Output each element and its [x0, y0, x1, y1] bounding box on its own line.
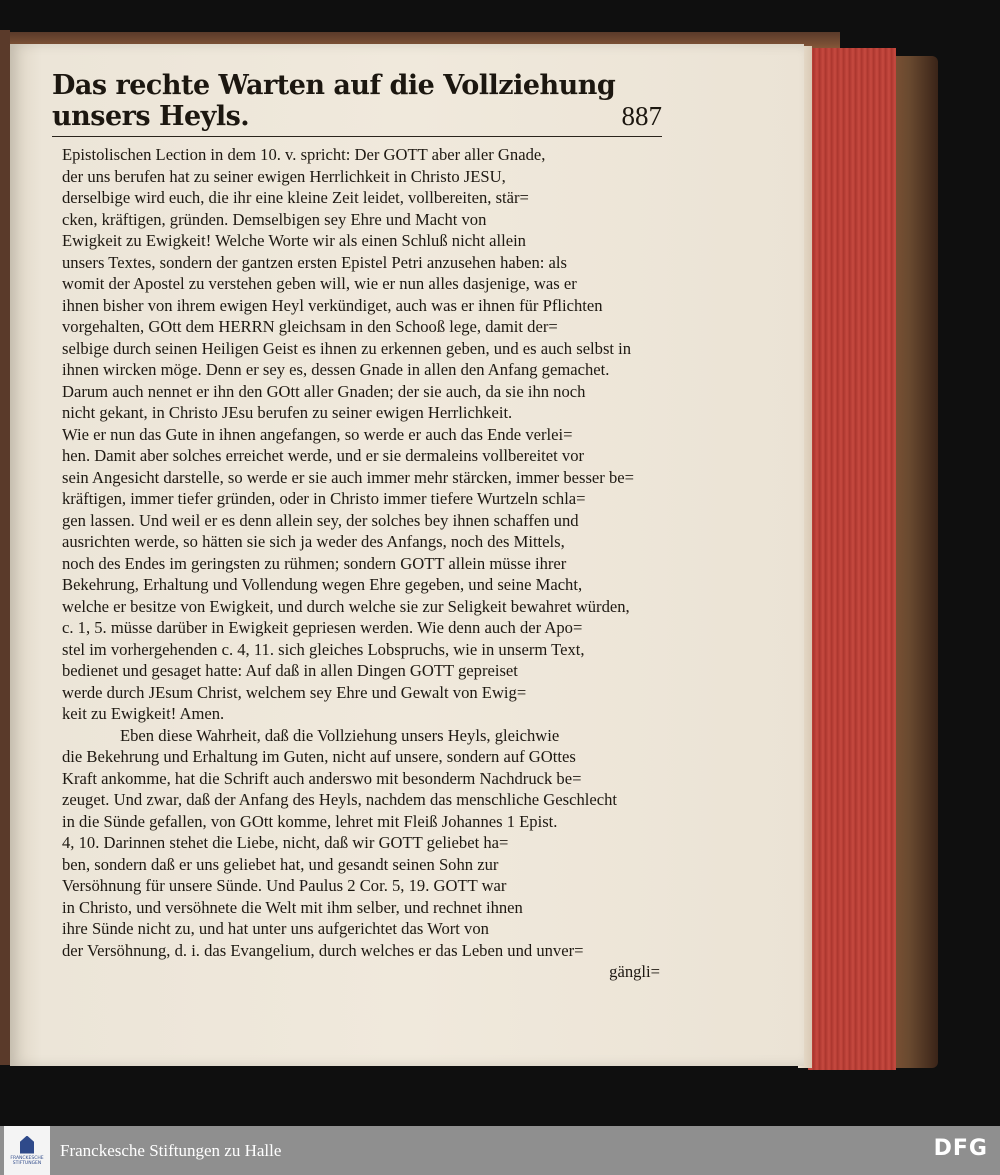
text-line: der uns berufen hat zu seiner ewigen Herrlichkeit in Christo JESU, — [62, 166, 506, 186]
text-line: selbige durch seinen Heiligen Geist es ihnen zu erkennen geben, und es auch selbst in — [62, 338, 632, 358]
book-binding — [0, 30, 10, 1065]
text-line: die Bekehrung und Erhaltung im Guten, nicht auf unsere, sondern auf GOttes — [62, 747, 576, 766]
text-line: in Christo, und versöhnete die Welt mit ihm selber, und rechnet ihnen — [62, 897, 523, 917]
page-edges-red — [808, 48, 896, 1070]
institution-name: Franckesche Stiftungen zu Halle — [60, 1140, 282, 1160]
text-line: werde durch JEsum Christ, welchem sey Ehre und Gewalt von Ewig= — [62, 682, 527, 702]
text-line: unsers Textes, sondern der gantzen ersten Epistel Petri anzusehen haben: als — [62, 252, 567, 272]
text-line: womit der Apostel zu verstehen geben will, wie er nun alles dasjenige, was er — [62, 274, 577, 293]
text-line: c. 1, 5. müsse darüber in Ewigkeit gepriesen werden. Wie denn auch der Apo= — [62, 618, 583, 637]
franckesche-logo[interactable] — [4, 1126, 50, 1175]
building-icon — [20, 1136, 34, 1154]
page-body — [62, 144, 660, 983]
text-line: zeuget. Und zwar, daß der Anfang des Heyls, nachdem das menschliche Geschlecht — [62, 790, 618, 809]
text-line: vorgehalten, GOtt dem HERRN gleichsam in den Schooß lege, damit der= — [62, 317, 558, 336]
text-line: hen. Damit aber solches erreichet werde, und er sie dermaleins vollbereitet vor — [62, 446, 585, 465]
text-line: nicht gekant, in Christo JEsu berufen zu seiner ewigen Herrlichkeit. — [62, 403, 513, 422]
text-line: 4, 10. Darinnen stehet die Liebe, nicht, daß wir GOTT geliebet ha= — [62, 833, 509, 852]
text-line: bedienet und gesaget hatte: Auf daß in allen Dingen GOTT gepreiset — [62, 661, 518, 680]
text-line: cken, kräftigen, gründen. Demselbigen sey Ehre und Macht von — [62, 209, 487, 229]
text-line: Kraft ankomme, hat die Schrift auch anderswo mit besonderm Nachdruck be= — [62, 768, 582, 788]
text-line: keit zu Ewigkeit! Amen. — [62, 704, 225, 723]
text-line: stel im vorhergehenden c. 4, 11. sich gleiches Lobspruchs, wie in unserm Text, — [62, 639, 585, 659]
text-line: Wie er nun das Gute in ihnen angefangen, so werde er auch das Ende verlei= — [62, 424, 573, 444]
text-line: Epistolischen Lection in dem 10. v. spricht: Der GOTT aber aller Gnade, — [62, 145, 546, 164]
text-line: ausrichten werde, so hätten sie sich ja weder des Anfangs, noch des Mittels, — [62, 532, 565, 551]
logo-caption: FRANCKESCHE STIFTUNGEN — [10, 1155, 44, 1166]
footer-bar — [0, 1126, 1000, 1175]
catchword: gängli= — [609, 962, 660, 981]
text-line: ben, sondern daß er uns geliebet hat, und gesandt seinen Sohn zur — [62, 854, 499, 874]
page-number: 887 — [621, 101, 662, 131]
text-line: welche er besitze von Ewigkeit, und durch welche sie zur Seligkeit bewahret würden, — [62, 596, 630, 616]
text-line: ihre Sünde nicht zu, und hat unter uns aufgerichtet das Wort von — [62, 919, 489, 938]
text-line: Ewigkeit zu Ewigkeit! Welche Worte wir als einen Schluß nicht allein — [62, 231, 526, 250]
text-line: kräftigen, immer tiefer gründen, oder in Christo immer tiefere Wurtzeln schla= — [62, 489, 586, 508]
text-line: in die Sünde gefallen, von GOtt komme, lehret mit Fleiß Johannes 1 Epist. — [62, 811, 558, 831]
page-header — [52, 62, 662, 137]
text-line: Versöhnung für unsere Sünde. Und Paulus 2 Cor. 5, 19. GOTT war — [62, 876, 507, 895]
running-head: Das rechte Warten auf die Vollziehung unsers Heyls. — [52, 70, 616, 132]
text-line: derselbige wird euch, die ihr eine kleine Zeit leidet, vollbereiten, stär= — [62, 188, 529, 207]
dfg-logo[interactable]: DFG — [933, 1136, 988, 1161]
text-line: der Versöhnung, d. i. das Evangelium, durch welches er das Leben und unver= — [62, 940, 584, 960]
text-line: noch des Endes im geringsten zu rühmen; sondern GOTT allein müsse ihrer — [62, 553, 567, 573]
text-line: ihnen wircken möge. Denn er sey es, dessen Gnade in allen den Anfang gemachet. — [62, 360, 610, 379]
text-line: Eben diese Wahrheit, daß die Vollziehung unsers Heyls, gleichwie — [120, 725, 560, 745]
text-line: sein Angesicht darstelle, so werde er sie auch immer mehr stärcken, immer besser be= — [62, 467, 634, 487]
text-line: Bekehrung, Erhaltung und Vollendung wegen Ehre gegeben, und seine Macht, — [62, 575, 583, 594]
text-line: Darum auch nennet er ihn den GOtt aller Gnaden; der sie auch, da sie ihn noch — [62, 381, 586, 401]
text-line: gen lassen. Und weil er es denn allein sey, der solches bey ihnen schaffen und — [62, 510, 579, 530]
text-line: ihnen bisher von ihrem ewigen Heyl verkündiget, auch was er ihnen für Pflichten — [62, 295, 603, 315]
